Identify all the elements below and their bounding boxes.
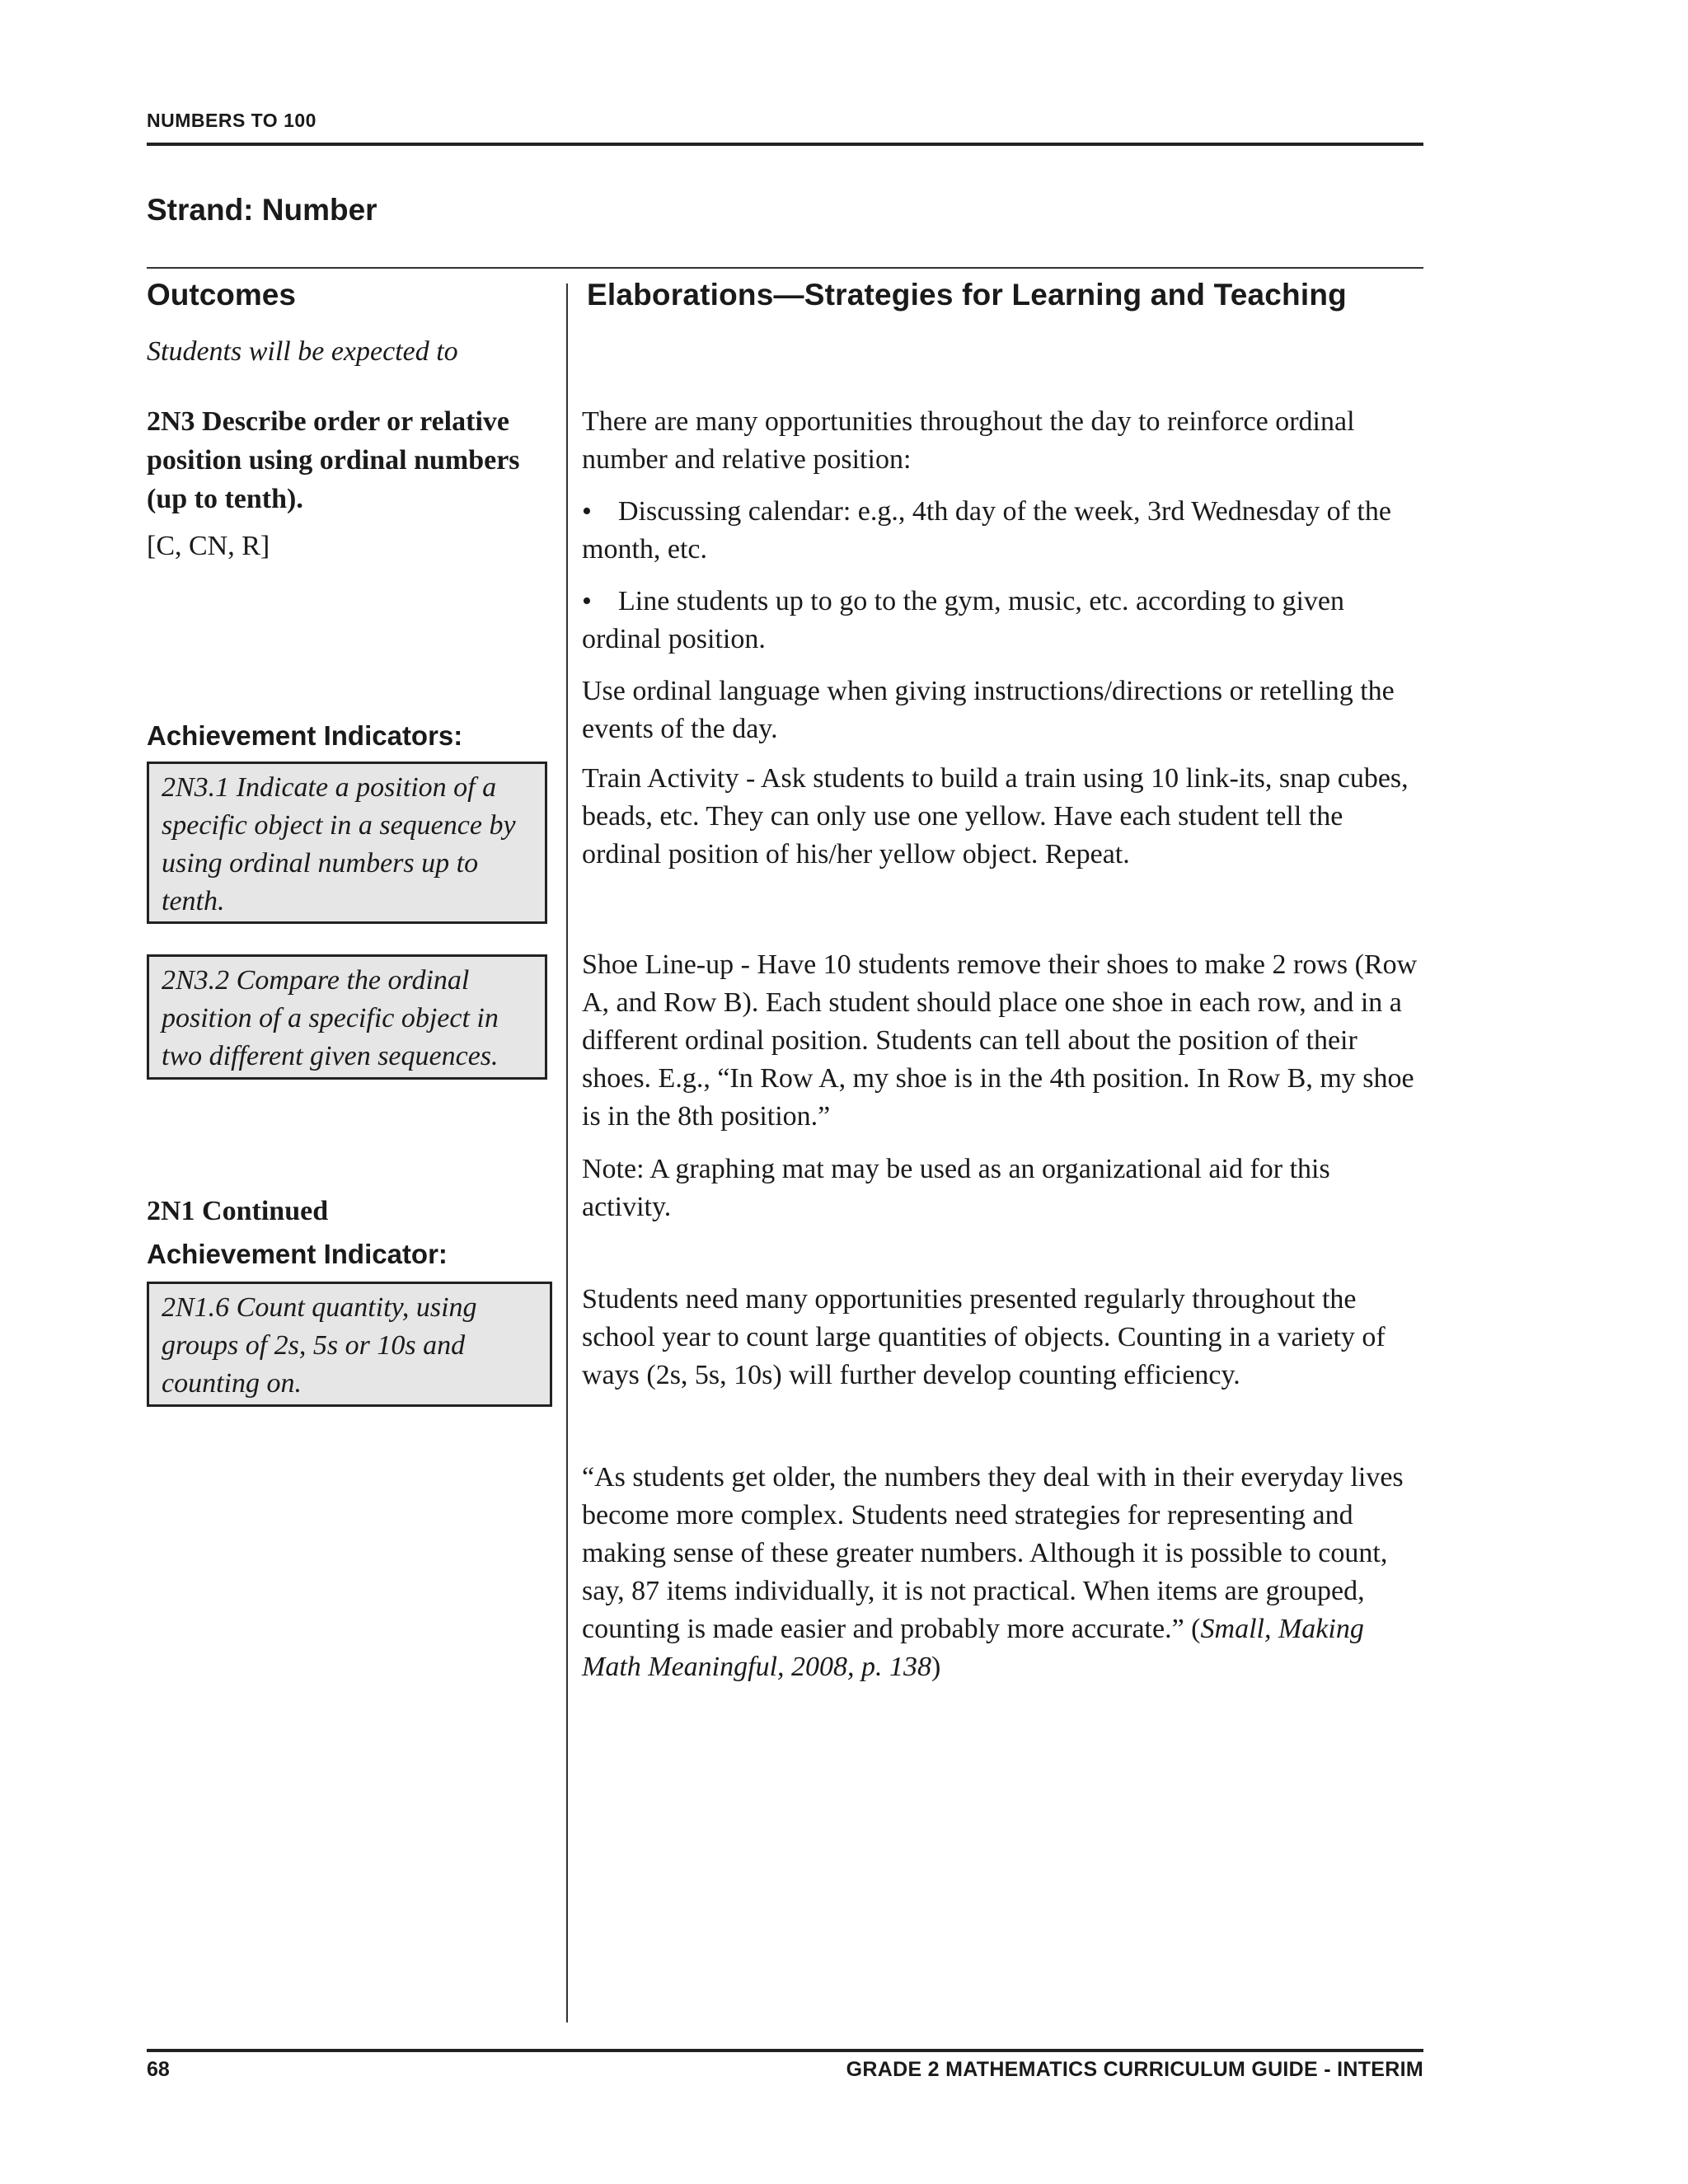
quote-text: “As students get older, the numbers they deal with in their everyday lives become more complex. Students need strategies for representing and making sense of these greater numbers. Although it is possible to count, say, 87 items individually, it is not practical. When items are grouped, counting is made easier and probably more accurate.” (	[582, 1462, 1404, 1644]
bullet-icon: •	[582, 496, 592, 527]
bullet-icon: •	[582, 586, 592, 616]
train-activity-paragraph: Train Activity - Ask students to build a train using 10 link-its, snap cubes, beads, etc. They can only use one yellow. Have each student tell the ordinal position of his/her yellow object. Repeat.	[582, 763, 1409, 869]
bullet-text: Discussing calendar: e.g., 4th day of the week, 3rd Wednesday of the month, etc.	[582, 496, 1391, 565]
shoe-lineup-paragraph: Shoe Line-up - Have 10 students remove their shoes to make 2 rows (Row A, and Row B). Each student should place one shoe in each row, and in a different ordinal position. Students can tell about the position of their shoes. E.g., “In Row A, my shoe is in the 4th position. In Row B, my shoe is in the 8th position.”	[582, 949, 1418, 1132]
outcomes-intro: Students will be expected to	[147, 336, 458, 367]
strand-title: Strand: Number	[147, 193, 377, 227]
achievement-indicators-heading: Achievement Indicators:	[147, 720, 463, 751]
running-header: NUMBERS TO 100	[147, 110, 316, 131]
column-divider	[566, 284, 568, 2022]
continued-heading: 2N1 Continued	[147, 1196, 329, 1226]
quote-citation: Small, Making Math Meaningful, 2008, p. 138	[582, 1614, 1364, 1682]
quote-paragraph	[582, 1459, 1423, 1686]
indicator-box-2n1-6: 2N1.6 Count quantity, using groups of 2s, 5s or 10s and counting on.	[147, 1282, 552, 1407]
elaboration-paragraph: There are many opportunities throughout the day to reinforce ordinal number and relative position:	[582, 406, 1355, 475]
outcome-process-codes: [C, CN, R]	[147, 531, 270, 561]
page-number: 68	[147, 2058, 170, 2081]
strand-rule	[147, 267, 1423, 269]
elaboration-paragraph: Use ordinal language when giving instructions/directions or retelling the events of the day.	[582, 676, 1395, 744]
indicator-box-2n3-1: 2N3.1 Indicate a position of a specific object in a sequence by using ordinal numbers up to tenth.	[147, 762, 547, 924]
bullet-item	[582, 493, 1423, 569]
quote-end: )	[931, 1652, 941, 1682]
footer-title: GRADE 2 MATHEMATICS CURRICULUM GUIDE - INTERIM	[846, 2058, 1423, 2081]
footer-rule	[147, 2049, 1423, 2052]
note-paragraph: Note: A graphing mat may be used as an organizational aid for this activity.	[582, 1154, 1330, 1222]
indicator-box-2n3-2: 2N3.2 Compare the ordinal position of a specific object in two different given sequences.	[147, 954, 547, 1080]
elaborations-heading: Elaborations—Strategies for Learning and Teaching	[587, 278, 1347, 312]
achievement-indicator-heading: Achievement Indicator:	[147, 1239, 448, 1269]
outcome-statement: 2N3 Describe order or relative position using ordinal numbers (up to tenth).	[147, 406, 520, 514]
header-rule	[147, 143, 1423, 146]
outcomes-heading: Outcomes	[147, 278, 296, 312]
bullet-item	[582, 583, 1423, 658]
elaboration-paragraph: Students need many opportunities presented regularly throughout the school year to count large quantities of objects. Counting in a variety of ways (2s, 5s, 10s) will further develop counting efficiency.	[582, 1284, 1386, 1390]
bullet-text: Line students up to go to the gym, music, etc. according to given ordinal position.	[582, 586, 1344, 654]
